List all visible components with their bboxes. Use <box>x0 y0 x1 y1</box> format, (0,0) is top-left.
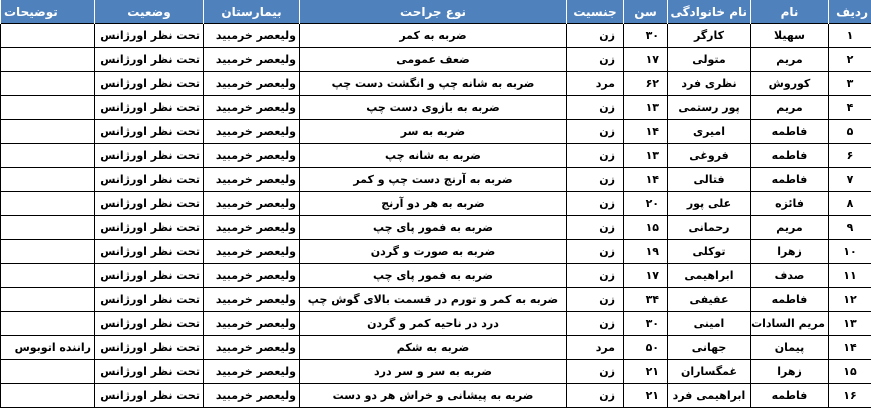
table-row <box>1 240 871 264</box>
cell-gender: زن <box>567 120 624 144</box>
cell-hospital: ولیعصر خرمبید <box>204 24 300 48</box>
cell-first-name: کوروش <box>751 72 829 96</box>
cell-injury-type: ضعف عمومی <box>300 48 567 72</box>
table-row <box>1 384 871 408</box>
cell-first-name: مریم <box>751 96 829 120</box>
table-row <box>1 360 871 384</box>
cell-row-number: ۴ <box>829 96 871 120</box>
cell-first-name: فاطمه <box>751 384 829 408</box>
cell-first-name: مریم <box>751 216 829 240</box>
table-row <box>1 336 871 360</box>
cell-last-name: امینی <box>668 312 751 336</box>
cell-first-name: فاطمه <box>751 288 829 312</box>
cell-row-number: ۱ <box>829 24 871 48</box>
cell-notes <box>1 216 95 240</box>
cell-row-number: ۱۳ <box>829 312 871 336</box>
cell-injury-type: ضربه به کمر <box>300 24 567 48</box>
cell-injury-type: ضربه به بازوی دست چپ <box>300 96 567 120</box>
cell-age: ۲۰ <box>624 192 668 216</box>
cell-notes <box>1 96 95 120</box>
cell-status: تحت نظر اورژانس <box>95 48 204 72</box>
table-row <box>1 192 871 216</box>
cell-injury-type: ضربه به شکم <box>300 336 567 360</box>
cell-gender: زن <box>567 216 624 240</box>
cell-first-name: مریم السادات <box>751 312 829 336</box>
cell-injury-type: ضربه به هر دو آرنج <box>300 192 567 216</box>
cell-hospital: ولیعصر خرمبید <box>204 96 300 120</box>
cell-notes <box>1 312 95 336</box>
header-notes: توضیحات <box>1 0 95 24</box>
table-row <box>1 120 871 144</box>
cell-last-name: نظری فرد <box>668 72 751 96</box>
cell-status: تحت نظر اورژانس <box>95 240 204 264</box>
cell-hospital: ولیعصر خرمبید <box>204 120 300 144</box>
cell-injury-type: ضربه به شانه چپ <box>300 144 567 168</box>
cell-age: ۲۱ <box>624 384 668 408</box>
cell-row-number: ۶ <box>829 144 871 168</box>
cell-gender: زن <box>567 168 624 192</box>
cell-age: ۱۵ <box>624 216 668 240</box>
cell-notes <box>1 144 95 168</box>
cell-last-name: کارگر <box>668 24 751 48</box>
cell-last-name: توکلی <box>668 240 751 264</box>
cell-row-number: ۳ <box>829 72 871 96</box>
cell-age: ۳۰ <box>624 312 668 336</box>
cell-last-name: متولی <box>668 48 751 72</box>
cell-last-name: جهانی <box>668 336 751 360</box>
cell-gender: زن <box>567 48 624 72</box>
cell-last-name: عفیفی <box>668 288 751 312</box>
cell-age: ۶۲ <box>624 72 668 96</box>
cell-last-name: فروغی <box>668 144 751 168</box>
cell-status: تحت نظر اورژانس <box>95 264 204 288</box>
table-row <box>1 72 871 96</box>
cell-hospital: ولیعصر خرمبید <box>204 240 300 264</box>
cell-gender: زن <box>567 384 624 408</box>
cell-gender: زن <box>567 24 624 48</box>
cell-hospital: ولیعصر خرمبید <box>204 168 300 192</box>
cell-first-name: فاطمه <box>751 144 829 168</box>
cell-row-number: ۱۵ <box>829 360 871 384</box>
cell-notes <box>1 240 95 264</box>
cell-notes <box>1 48 95 72</box>
cell-status: تحت نظر اورژانس <box>95 168 204 192</box>
table-row <box>1 96 871 120</box>
cell-age: ۱۴ <box>624 168 668 192</box>
cell-status: تحت نظر اورژانس <box>95 360 204 384</box>
cell-row-number: ۱۶ <box>829 384 871 408</box>
header-last-name: نام خانوادگی <box>668 0 751 24</box>
cell-row-number: ۸ <box>829 192 871 216</box>
table-row <box>1 168 871 192</box>
table-row <box>1 312 871 336</box>
cell-notes <box>1 264 95 288</box>
cell-injury-type: ضربه به شانه چپ و انگشت دست چپ <box>300 72 567 96</box>
cell-first-name: فائزه <box>751 192 829 216</box>
cell-hospital: ولیعصر خرمبید <box>204 336 300 360</box>
cell-status: تحت نظر اورژانس <box>95 72 204 96</box>
cell-notes <box>1 72 95 96</box>
cell-last-name: علی پور <box>668 192 751 216</box>
header-row-number: ردیف <box>829 0 871 24</box>
cell-status: تحت نظر اورژانس <box>95 96 204 120</box>
cell-status: تحت نظر اورژانس <box>95 24 204 48</box>
cell-row-number: ۱۰ <box>829 240 871 264</box>
header-first-name: نام <box>751 0 829 24</box>
cell-age: ۲۱ <box>624 360 668 384</box>
cell-injury-type: ضربه به آرنج دست چپ و کمر <box>300 168 567 192</box>
cell-last-name: پور رستمی <box>668 96 751 120</box>
header-gender: جنسیت <box>567 0 624 24</box>
cell-age: ۱۷ <box>624 264 668 288</box>
cell-injury-type: ضربه به صورت و گردن <box>300 240 567 264</box>
cell-notes <box>1 384 95 408</box>
cell-status: تحت نظر اورژانس <box>95 144 204 168</box>
cell-last-name: ابراهیمی فرد <box>668 384 751 408</box>
cell-injury-type: ضربه به فمور پای چپ <box>300 216 567 240</box>
cell-notes <box>1 120 95 144</box>
cell-hospital: ولیعصر خرمبید <box>204 384 300 408</box>
cell-status: تحت نظر اورژانس <box>95 336 204 360</box>
cell-first-name: مریم <box>751 48 829 72</box>
cell-first-name: زهرا <box>751 240 829 264</box>
cell-last-name: غمگساران <box>668 360 751 384</box>
cell-status: تحت نظر اورژانس <box>95 384 204 408</box>
table-row <box>1 216 871 240</box>
cell-status: تحت نظر اورژانس <box>95 120 204 144</box>
cell-last-name: امیری <box>668 120 751 144</box>
cell-gender: مرد <box>567 336 624 360</box>
cell-row-number: ۱۴ <box>829 336 871 360</box>
cell-notes <box>1 24 95 48</box>
cell-row-number: ۷ <box>829 168 871 192</box>
table-row <box>1 48 871 72</box>
cell-gender: زن <box>567 312 624 336</box>
cell-age: ۱۷ <box>624 48 668 72</box>
cell-first-name: زهرا <box>751 360 829 384</box>
cell-injury-type: ضربه به فمور پای چپ <box>300 264 567 288</box>
cell-injury-type: درد در ناحیه کمر و گردن <box>300 312 567 336</box>
cell-age: ۵۰ <box>624 336 668 360</box>
cell-first-name: صدف <box>751 264 829 288</box>
cell-hospital: ولیعصر خرمبید <box>204 216 300 240</box>
cell-gender: زن <box>567 144 624 168</box>
header-row <box>1 0 871 24</box>
header-injury-type: نوع جراحت <box>300 0 567 24</box>
cell-gender: زن <box>567 192 624 216</box>
header-status: وضعیت <box>95 0 204 24</box>
cell-hospital: ولیعصر خرمبید <box>204 312 300 336</box>
cell-age: ۳۴ <box>624 288 668 312</box>
cell-notes <box>1 168 95 192</box>
cell-last-name: فتالی <box>668 168 751 192</box>
cell-injury-type: ضربه به سر <box>300 120 567 144</box>
table-row <box>1 288 871 312</box>
header-age: سن <box>624 0 668 24</box>
table-row <box>1 144 871 168</box>
cell-row-number: ۹ <box>829 216 871 240</box>
header-hospital: بیمارستان <box>204 0 300 24</box>
cell-hospital: ولیعصر خرمبید <box>204 360 300 384</box>
cell-first-name: سهیلا <box>751 24 829 48</box>
cell-age: ۳۰ <box>624 24 668 48</box>
cell-status: تحت نظر اورژانس <box>95 288 204 312</box>
table-row <box>1 264 871 288</box>
cell-hospital: ولیعصر خرمبید <box>204 192 300 216</box>
cell-status: تحت نظر اورژانس <box>95 192 204 216</box>
cell-gender: زن <box>567 96 624 120</box>
cell-row-number: ۱۲ <box>829 288 871 312</box>
cell-first-name: فاطمه <box>751 168 829 192</box>
cell-injury-type: ضربه به کمر و تورم در قسمت بالای گوش چپ <box>300 288 567 312</box>
cell-last-name: ابراهیمی <box>668 264 751 288</box>
cell-gender: زن <box>567 360 624 384</box>
cell-notes <box>1 360 95 384</box>
table-body <box>1 24 871 408</box>
cell-first-name: فاطمه <box>751 120 829 144</box>
cell-status: تحت نظر اورژانس <box>95 216 204 240</box>
cell-age: ۱۳ <box>624 144 668 168</box>
cell-hospital: ولیعصر خرمبید <box>204 288 300 312</box>
cell-row-number: ۲ <box>829 48 871 72</box>
cell-notes <box>1 192 95 216</box>
cell-gender: زن <box>567 288 624 312</box>
cell-injury-type: ضربه به پیشانی و خراش هر دو دست <box>300 384 567 408</box>
cell-hospital: ولیعصر خرمبید <box>204 264 300 288</box>
cell-first-name: پیمان <box>751 336 829 360</box>
table-row <box>1 24 871 48</box>
cell-notes <box>1 288 95 312</box>
cell-age: ۱۴ <box>624 120 668 144</box>
cell-hospital: ولیعصر خرمبید <box>204 72 300 96</box>
cell-status: تحت نظر اورژانس <box>95 312 204 336</box>
cell-row-number: ۱۱ <box>829 264 871 288</box>
cell-hospital: ولیعصر خرمبید <box>204 144 300 168</box>
cell-gender: زن <box>567 264 624 288</box>
cell-injury-type: ضربه به سر و سر درد <box>300 360 567 384</box>
cell-age: ۱۹ <box>624 240 668 264</box>
cell-row-number: ۵ <box>829 120 871 144</box>
cell-last-name: رحمانی <box>668 216 751 240</box>
cell-notes: راننده اتوبوس <box>1 336 95 360</box>
cell-gender: مرد <box>567 72 624 96</box>
cell-hospital: ولیعصر خرمبید <box>204 48 300 72</box>
cell-gender: زن <box>567 240 624 264</box>
cell-age: ۱۳ <box>624 96 668 120</box>
